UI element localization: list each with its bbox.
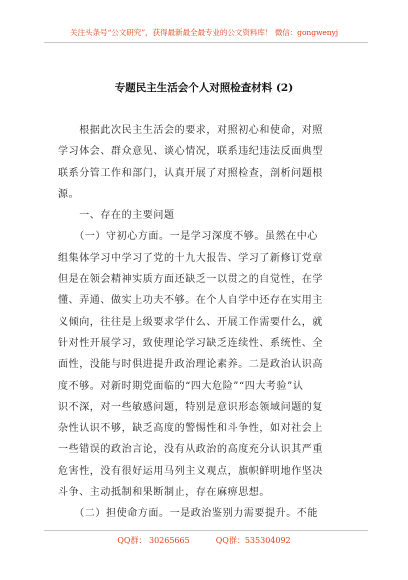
body-line: （二）担使命方面。一是政治鉴别力需要提升。不能	[58, 508, 318, 520]
body-line: 但是在领会精神实质方面还缺乏一以贯之的自觉性，在学	[58, 274, 323, 286]
body-line: 义倾向，往往是上级要求学什么、开展工作需要什么，就	[58, 316, 323, 328]
body-line: 学习体会、群众意见、谈心情况，联系违纪违法反面典型	[58, 146, 323, 158]
body-line: 危害性，没有很好运用马列主义观点，旗帜鲜明地作坚决	[58, 465, 323, 477]
body-line: 联系分管工作和部门，认真开展了对照检查，剖析问题根	[58, 167, 323, 179]
body-line: 斗争、主动抵制和果断制止，存在麻痹思想。	[58, 487, 270, 499]
body-line: 一些错误的政治言论，没有从政治的高度充分认识其严重	[58, 444, 323, 456]
body-line: 懂、弄通、做实上功夫不够。在个人自学中还存在实用主	[58, 295, 323, 307]
body-line: 识不深，对一些敏感问题，特别是意识形态领域问题的复	[58, 401, 323, 413]
body-line: 源。	[58, 188, 80, 200]
body-line: 杂性认识不够，缺乏高度的警惕性和斗争性，如对社会上	[58, 423, 323, 435]
section-heading: 一、存在的主要问题	[58, 210, 175, 222]
footer-qq-group-1: QQ群： 30265665	[117, 536, 190, 545]
header-banner: 关注头条号“公文研究”，获得最新最全最专业的公文资料库！ 微信：gongwenyj	[69, 28, 338, 37]
document-body	[58, 120, 352, 525]
footer-divider	[44, 530, 368, 531]
body-line: 针对性开展学习，致使理论学习缺乏连续性、系统性、全	[58, 337, 323, 349]
document-title: 专题民主生活会个人对照检查材料 (2)	[114, 82, 294, 94]
footer	[0, 535, 408, 546]
body-line: 面性，没能与时俱进提升政治理论素养。二是政治认识高	[58, 359, 323, 371]
body-line: 组集体学习中学习了党的十九大报告、学习了新修订党章	[58, 252, 323, 264]
body-line: 度不够。对新时期党面临的“四大危险”“四大考验”认	[58, 380, 304, 392]
footer-qq-group-2: QQ群：535304092	[215, 536, 291, 545]
header-divider	[44, 42, 368, 43]
body-line: （一）守初心方面。一是学习深度不够。虽然在中心	[58, 231, 318, 243]
body-line: 根据此次民主生活会的要求，对照初心和使命，对照	[58, 125, 323, 136]
